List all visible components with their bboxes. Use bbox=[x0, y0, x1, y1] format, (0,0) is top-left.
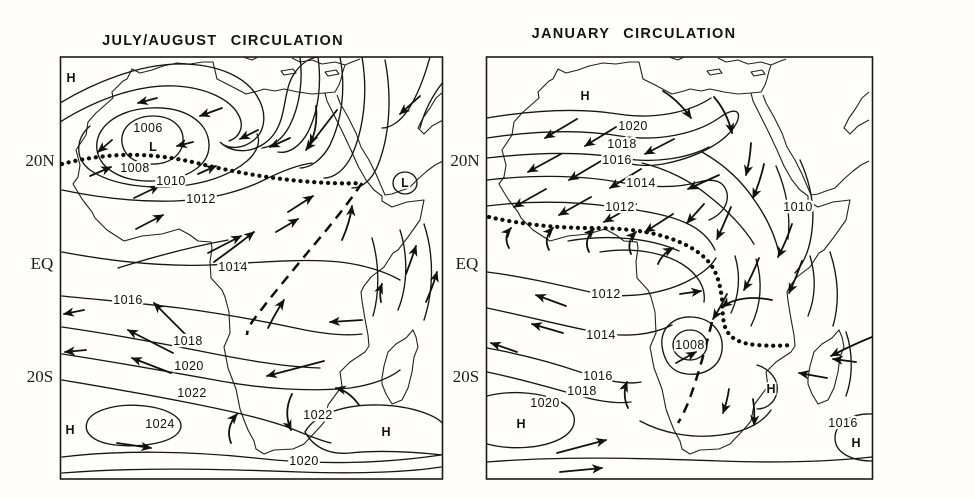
pressure-label-1020-s: 1020 bbox=[530, 396, 560, 410]
pressure-label-1014: 1014 bbox=[626, 176, 656, 190]
high-center-label: H bbox=[66, 71, 76, 85]
latitude-label-eq-right: EQ bbox=[455, 254, 479, 273]
pressure-label-1018: 1018 bbox=[607, 137, 637, 151]
low-center-label-east: L bbox=[401, 176, 409, 190]
pressure-label-1014-s: 1014 bbox=[586, 328, 616, 342]
panel-title-july-august: JULY/AUGUST CIRCULATION bbox=[102, 33, 344, 49]
pressure-label-1014: 1014 bbox=[218, 260, 248, 274]
latitude-label-20s-left: 20S bbox=[26, 367, 54, 386]
high-center-label-satl: H bbox=[516, 417, 526, 431]
pressure-label-1008: 1008 bbox=[675, 338, 705, 352]
pressure-label-1016-se: 1016 bbox=[828, 416, 858, 430]
high-center-label-sahara: H bbox=[580, 89, 590, 103]
january-panel bbox=[450, 26, 872, 479]
pressure-label-1012-n: 1012 bbox=[605, 200, 635, 214]
pressure-label-1012-s: 1012 bbox=[591, 287, 621, 301]
map-frame bbox=[487, 57, 873, 479]
panel-title-january: JANUARY CIRCULATION bbox=[531, 26, 737, 42]
pressure-label-1008: 1008 bbox=[120, 161, 150, 175]
latitude-label-20n-left: 20N bbox=[25, 151, 55, 170]
pressure-label-1022: 1022 bbox=[177, 386, 207, 400]
trough-dashed-line bbox=[247, 183, 362, 335]
pressure-labels-left bbox=[65, 71, 409, 468]
low-center-label: L bbox=[149, 140, 157, 154]
pressure-label-1016: 1016 bbox=[602, 153, 632, 167]
pressure-label-1016: 1016 bbox=[113, 293, 143, 307]
africa-coastline bbox=[499, 57, 869, 454]
pressure-label-1006: 1006 bbox=[133, 121, 163, 135]
pressure-label-1018: 1018 bbox=[173, 334, 203, 348]
latitude-label-eq-left: EQ bbox=[30, 254, 54, 273]
pressure-label-1022-se: 1022 bbox=[303, 408, 333, 422]
pressure-label-1012: 1012 bbox=[186, 192, 216, 206]
africa-coastline bbox=[73, 57, 443, 454]
pressure-labels-right bbox=[516, 89, 860, 450]
latitude-label-20n-right: 20N bbox=[450, 151, 480, 170]
high-center-label-sind: H bbox=[851, 436, 861, 450]
high-center-label-sind: H bbox=[381, 425, 391, 439]
pressure-label-1016-s: 1016 bbox=[583, 369, 613, 383]
pressure-label-1010: 1010 bbox=[783, 200, 813, 214]
pressure-label-1010: 1010 bbox=[156, 174, 186, 188]
latitude-label-20s-right: 20S bbox=[452, 367, 480, 386]
high-center-label-satl: H bbox=[65, 423, 75, 437]
pressure-label-1018-s: 1018 bbox=[567, 384, 597, 398]
july-august-panel bbox=[25, 33, 443, 479]
high-center-label-mozambique: H bbox=[766, 382, 776, 396]
pressure-label-1024: 1024 bbox=[145, 417, 175, 431]
pressure-label-1020-bottom: 1020 bbox=[289, 454, 319, 468]
pressure-label-1020: 1020 bbox=[174, 359, 204, 373]
pressure-label-1020: 1020 bbox=[618, 119, 648, 133]
